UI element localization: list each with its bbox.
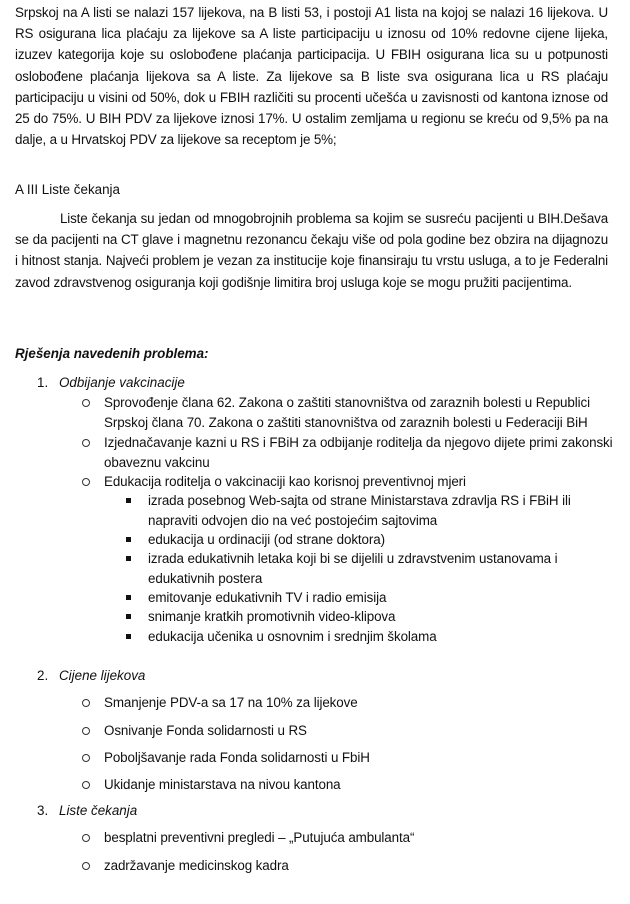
item-number: 1. <box>37 375 49 390</box>
paragraph-drug-lists: Srpskoj na A listi se nalazi 157 lijekova, na B listi 53, i postoji A1 lista na kojoj se nalazi 16 lijekova. U RS osigurana lica plaćaju za lijekove sa A liste participaciju u iznosu od 10% redovne cijene lijeka, izuzev kategorija koje su oslobođene plaćanja participacija. U FBIH osigurana lica su u potpunosti oslobođene plaćanja lijekova sa A liste. Za lijekove sa B liste sva osigurana lica u RS plaćaju participaciju u visini od 50%, dok u FBIH različiti su procenti učešća u zavisnosti od kantona iznose od 25 do 75%. U BIH PDV za lijekove iznosi 17%. U ostalim zemljama u regionu se kreću od 9,5% pa na dalje, a u Hrvatskoj PDV za lijekove sa receptom je 5%; <box>15 5 608 148</box>
list-item: edukacija u ordinaciji (od strane doktora) <box>126 530 596 550</box>
circle-bullet-icon <box>82 478 90 486</box>
list-item: Osnivanje Fonda solidarnosti u RS <box>82 721 622 741</box>
list-item: zadržavanje medicinskog kadra <box>82 856 622 876</box>
circle-bullet-icon <box>82 699 90 707</box>
circle-bullet-icon <box>82 439 90 447</box>
item-label: Odbijanje vakcinacije <box>59 375 185 390</box>
circle-bullet-icon <box>82 781 90 789</box>
item-label: Liste čekanja <box>59 803 138 818</box>
list-item: snimanje kratkih promotivnih video-klipova <box>126 607 596 627</box>
circle-bullet-icon <box>82 754 90 762</box>
list-item: Edukacija roditelja o vakcinaciji kao korisnoj preventivnoj mjeri <box>82 472 622 492</box>
item-number: 2. <box>37 668 49 683</box>
circle-bullet-icon <box>82 862 90 870</box>
square-bullet-icon <box>126 556 131 561</box>
square-bullet-icon <box>126 537 131 542</box>
section-heading-waiting-lists: A III Liste čekanja <box>15 182 120 197</box>
list-item: Ukidanje ministarstava na nivou kantona <box>82 775 622 795</box>
square-bullet-icon <box>126 595 131 600</box>
circle-bullet-icon <box>82 727 90 735</box>
list-item: Poboljšavanje rada Fonda solidarnosti u FbiH <box>82 748 622 768</box>
circle-bullet-icon <box>82 834 90 842</box>
list-item: edukacija učenika u osnovnim i srednjim školama <box>126 627 596 647</box>
square-bullet-icon <box>126 614 131 619</box>
paragraph-waiting-lists: Liste čekanja su jedan od mnogobrojnih problema sa kojim se susreću pacijenti u BIH.Dešava se da pacijenti na CT glave i magnetnu rezonancu čekaju više od pola godine bez obzira na dijagnozu i hitnost stanja. Najveći problem je vezan za institucije koje finansiraju tu vrstu usluga, a to je Federalni zavod zdravstvenog osiguranja koji godišnje limitira broj usluga koje se mogu pružiti pacijentima. <box>15 211 608 290</box>
square-bullet-icon <box>126 498 131 503</box>
list-item: Sprovođenje člana 62. Zakona o zaštiti stanovništva od zaraznih bolesti u Republici Srpskoj člana 70. Zakona o zaštiti stanovništva od zaraznih bolesti u Federaciji BiH <box>82 393 622 433</box>
numbered-item-3 <box>37 801 137 821</box>
solutions-heading: Rješenja navedenih problema: <box>15 346 209 361</box>
list-item: besplatni preventivni pregledi – „Putujuća ambulanta“ <box>82 828 622 848</box>
list-item: emitovanje edukativnih TV i radio emisija <box>126 588 596 608</box>
circle-bullet-icon <box>82 399 90 407</box>
list-item: Smanjenje PDV-a sa 17 na 10% za lijekove <box>82 693 622 713</box>
numbered-item-2 <box>37 666 145 686</box>
numbered-item-1 <box>37 373 185 393</box>
list-item: izrada edukativnih letaka koji bi se dijelili u zdravstvenim ustanovama i edukativnih postera <box>126 549 596 589</box>
square-bullet-icon <box>126 634 131 639</box>
item-number: 3. <box>37 803 49 818</box>
item-label: Cijene lijekova <box>59 668 146 683</box>
list-item: Izjednačavanje kazni u RS i FBiH za odbijanje roditelja da njegovo dijete primi zakonski obaveznu vakcinu <box>82 433 622 473</box>
list-item: izrada posebnog Web-sajta od strane Ministarstava zdravlja RS i FBiH ili napraviti odvojen dio na već postojećim sajtovima <box>126 491 596 531</box>
